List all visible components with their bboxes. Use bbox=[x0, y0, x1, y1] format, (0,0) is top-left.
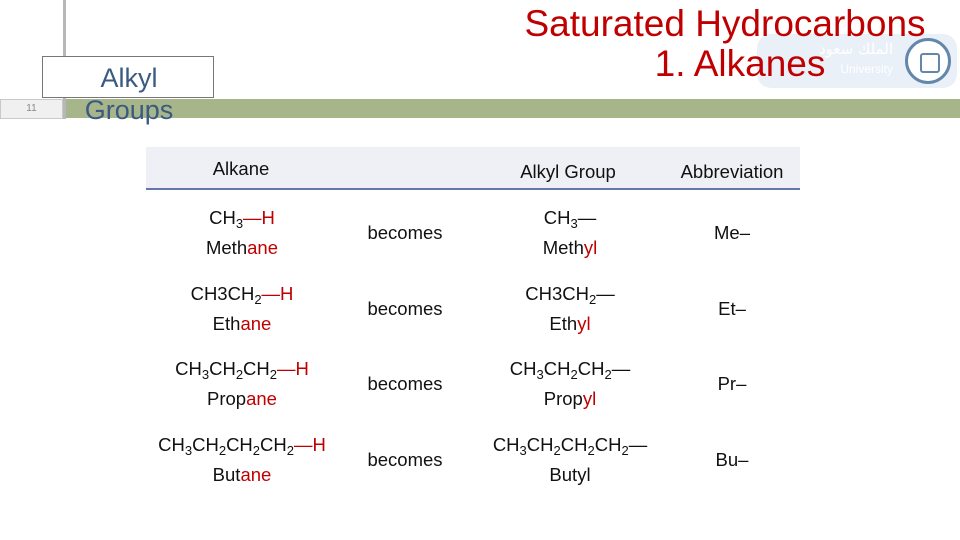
formula-part: 2 bbox=[218, 443, 227, 458]
formula-part: CH bbox=[543, 207, 571, 228]
formula-part: 2 bbox=[269, 367, 278, 382]
subtitle-line-2: Groups bbox=[84, 95, 174, 125]
title-line-1: Saturated Hydrocarbons bbox=[524, 4, 926, 44]
alkyl-name bbox=[470, 460, 670, 490]
formula-part: CH bbox=[226, 434, 253, 455]
alkane-formula bbox=[146, 354, 338, 384]
name-suffix: ane bbox=[246, 388, 277, 409]
formula-part: CH bbox=[577, 358, 605, 379]
alkyl-formula bbox=[470, 203, 670, 233]
becomes-cell: becomes bbox=[367, 449, 443, 470]
formula-part: CH bbox=[560, 434, 588, 455]
formula-part: — bbox=[596, 283, 615, 304]
alkyl-name bbox=[470, 384, 670, 414]
name-suffix: yl bbox=[577, 313, 591, 334]
name-stem: Butyl bbox=[549, 464, 591, 485]
formula-part: CH bbox=[543, 358, 571, 379]
formula-part: CH3CH bbox=[525, 283, 589, 304]
alkyl-group-cell bbox=[470, 430, 670, 490]
formula-part: 2 bbox=[286, 443, 294, 458]
becomes-cell: becomes bbox=[367, 298, 443, 319]
logo-english-text: University bbox=[840, 62, 893, 76]
formula-part: CH bbox=[192, 434, 219, 455]
formula-part: CH bbox=[175, 358, 202, 379]
abbreviation-cell: Me– bbox=[714, 222, 750, 243]
name-suffix: ane bbox=[240, 464, 272, 485]
formula-part: CH3CH bbox=[190, 283, 255, 304]
formula-part: CH bbox=[158, 434, 185, 455]
slide-title bbox=[490, 4, 960, 84]
abbreviation-cell: Bu– bbox=[715, 449, 749, 470]
slide-number: 11 bbox=[0, 99, 63, 119]
formula-part: 2 bbox=[587, 443, 595, 458]
formula-part: — bbox=[628, 434, 648, 455]
name-suffix: ane bbox=[240, 313, 272, 334]
alkyl-group-cell bbox=[470, 203, 670, 263]
alkane-cell bbox=[146, 279, 338, 339]
formula-part: —H bbox=[243, 207, 275, 228]
alkyl-formula bbox=[470, 430, 670, 460]
formula-part: 2 bbox=[553, 443, 561, 458]
alkane-formula bbox=[146, 279, 338, 309]
formula-part: 3 bbox=[184, 443, 193, 458]
formula-part: CH bbox=[492, 434, 520, 455]
becomes-cell: becomes bbox=[367, 373, 443, 394]
section-subtitle bbox=[64, 62, 194, 126]
alkane-name bbox=[146, 233, 338, 263]
alkane-cell bbox=[146, 203, 338, 263]
formula-part: 2 bbox=[621, 443, 629, 458]
formula-part: 3 bbox=[519, 443, 527, 458]
alkane-name bbox=[146, 460, 338, 490]
alkyl-name bbox=[470, 309, 670, 339]
formula-part: CH bbox=[243, 358, 270, 379]
formula-part: 3 bbox=[570, 216, 578, 231]
alkane-name bbox=[146, 309, 338, 339]
formula-part: CH bbox=[594, 434, 622, 455]
abbreviation-cell: Pr– bbox=[717, 373, 747, 394]
name-stem: Meth bbox=[205, 237, 248, 258]
formula-part: CH bbox=[209, 207, 236, 228]
header-abbreviation: Abbreviation bbox=[680, 161, 784, 182]
formula-part: CH bbox=[526, 434, 554, 455]
header-alkane: Alkane bbox=[212, 158, 270, 179]
accent-bar bbox=[66, 99, 960, 118]
formula-part: —H bbox=[261, 283, 294, 304]
formula-part: 2 bbox=[570, 367, 578, 382]
formula-part: 3 bbox=[536, 367, 544, 382]
formula-part: 2 bbox=[604, 367, 612, 382]
title-line-2: 1. Alkanes bbox=[654, 43, 826, 84]
subtitle-line-1: Alkyl bbox=[100, 63, 158, 93]
formula-part: —H bbox=[277, 358, 309, 379]
formula-part: CH bbox=[509, 358, 537, 379]
formula-part: —H bbox=[294, 434, 326, 455]
alkyl-formula bbox=[470, 354, 670, 384]
alkyl-group-cell bbox=[470, 354, 670, 414]
formula-part: — bbox=[611, 358, 631, 379]
name-stem: Prop bbox=[207, 388, 247, 409]
formula-part: 2 bbox=[252, 443, 261, 458]
alkane-formula bbox=[146, 430, 338, 460]
formula-part: 3 bbox=[201, 367, 210, 382]
formula-part: 2 bbox=[235, 367, 244, 382]
alkane-cell bbox=[146, 354, 338, 414]
name-stem: Eth bbox=[549, 313, 578, 334]
name-suffix: yl bbox=[583, 237, 598, 258]
formula-part: — bbox=[577, 207, 597, 228]
formula-part: CH bbox=[209, 358, 236, 379]
name-stem: Meth bbox=[542, 237, 584, 258]
alkyl-formula bbox=[470, 279, 670, 309]
name-stem: But bbox=[212, 464, 241, 485]
alkyl-group-cell bbox=[470, 279, 670, 339]
name-suffix: yl bbox=[582, 388, 597, 409]
abbreviation-cell: Et– bbox=[718, 298, 746, 319]
alkane-formula bbox=[146, 203, 338, 233]
header-alkyl-group: Alkyl Group bbox=[520, 161, 616, 182]
name-stem: Eth bbox=[212, 313, 241, 334]
alkane-cell bbox=[146, 430, 338, 490]
alkyl-name bbox=[470, 233, 670, 263]
formula-part: 2 bbox=[589, 292, 597, 307]
formula-part: 2 bbox=[254, 292, 262, 307]
name-stem: Prop bbox=[543, 388, 583, 409]
formula-part: 3 bbox=[235, 216, 244, 231]
alkane-name bbox=[146, 384, 338, 414]
formula-part: CH bbox=[260, 434, 287, 455]
becomes-cell: becomes bbox=[367, 222, 443, 243]
name-suffix: ane bbox=[247, 237, 278, 258]
logo-arabic-text: الملك سعود bbox=[818, 40, 893, 58]
